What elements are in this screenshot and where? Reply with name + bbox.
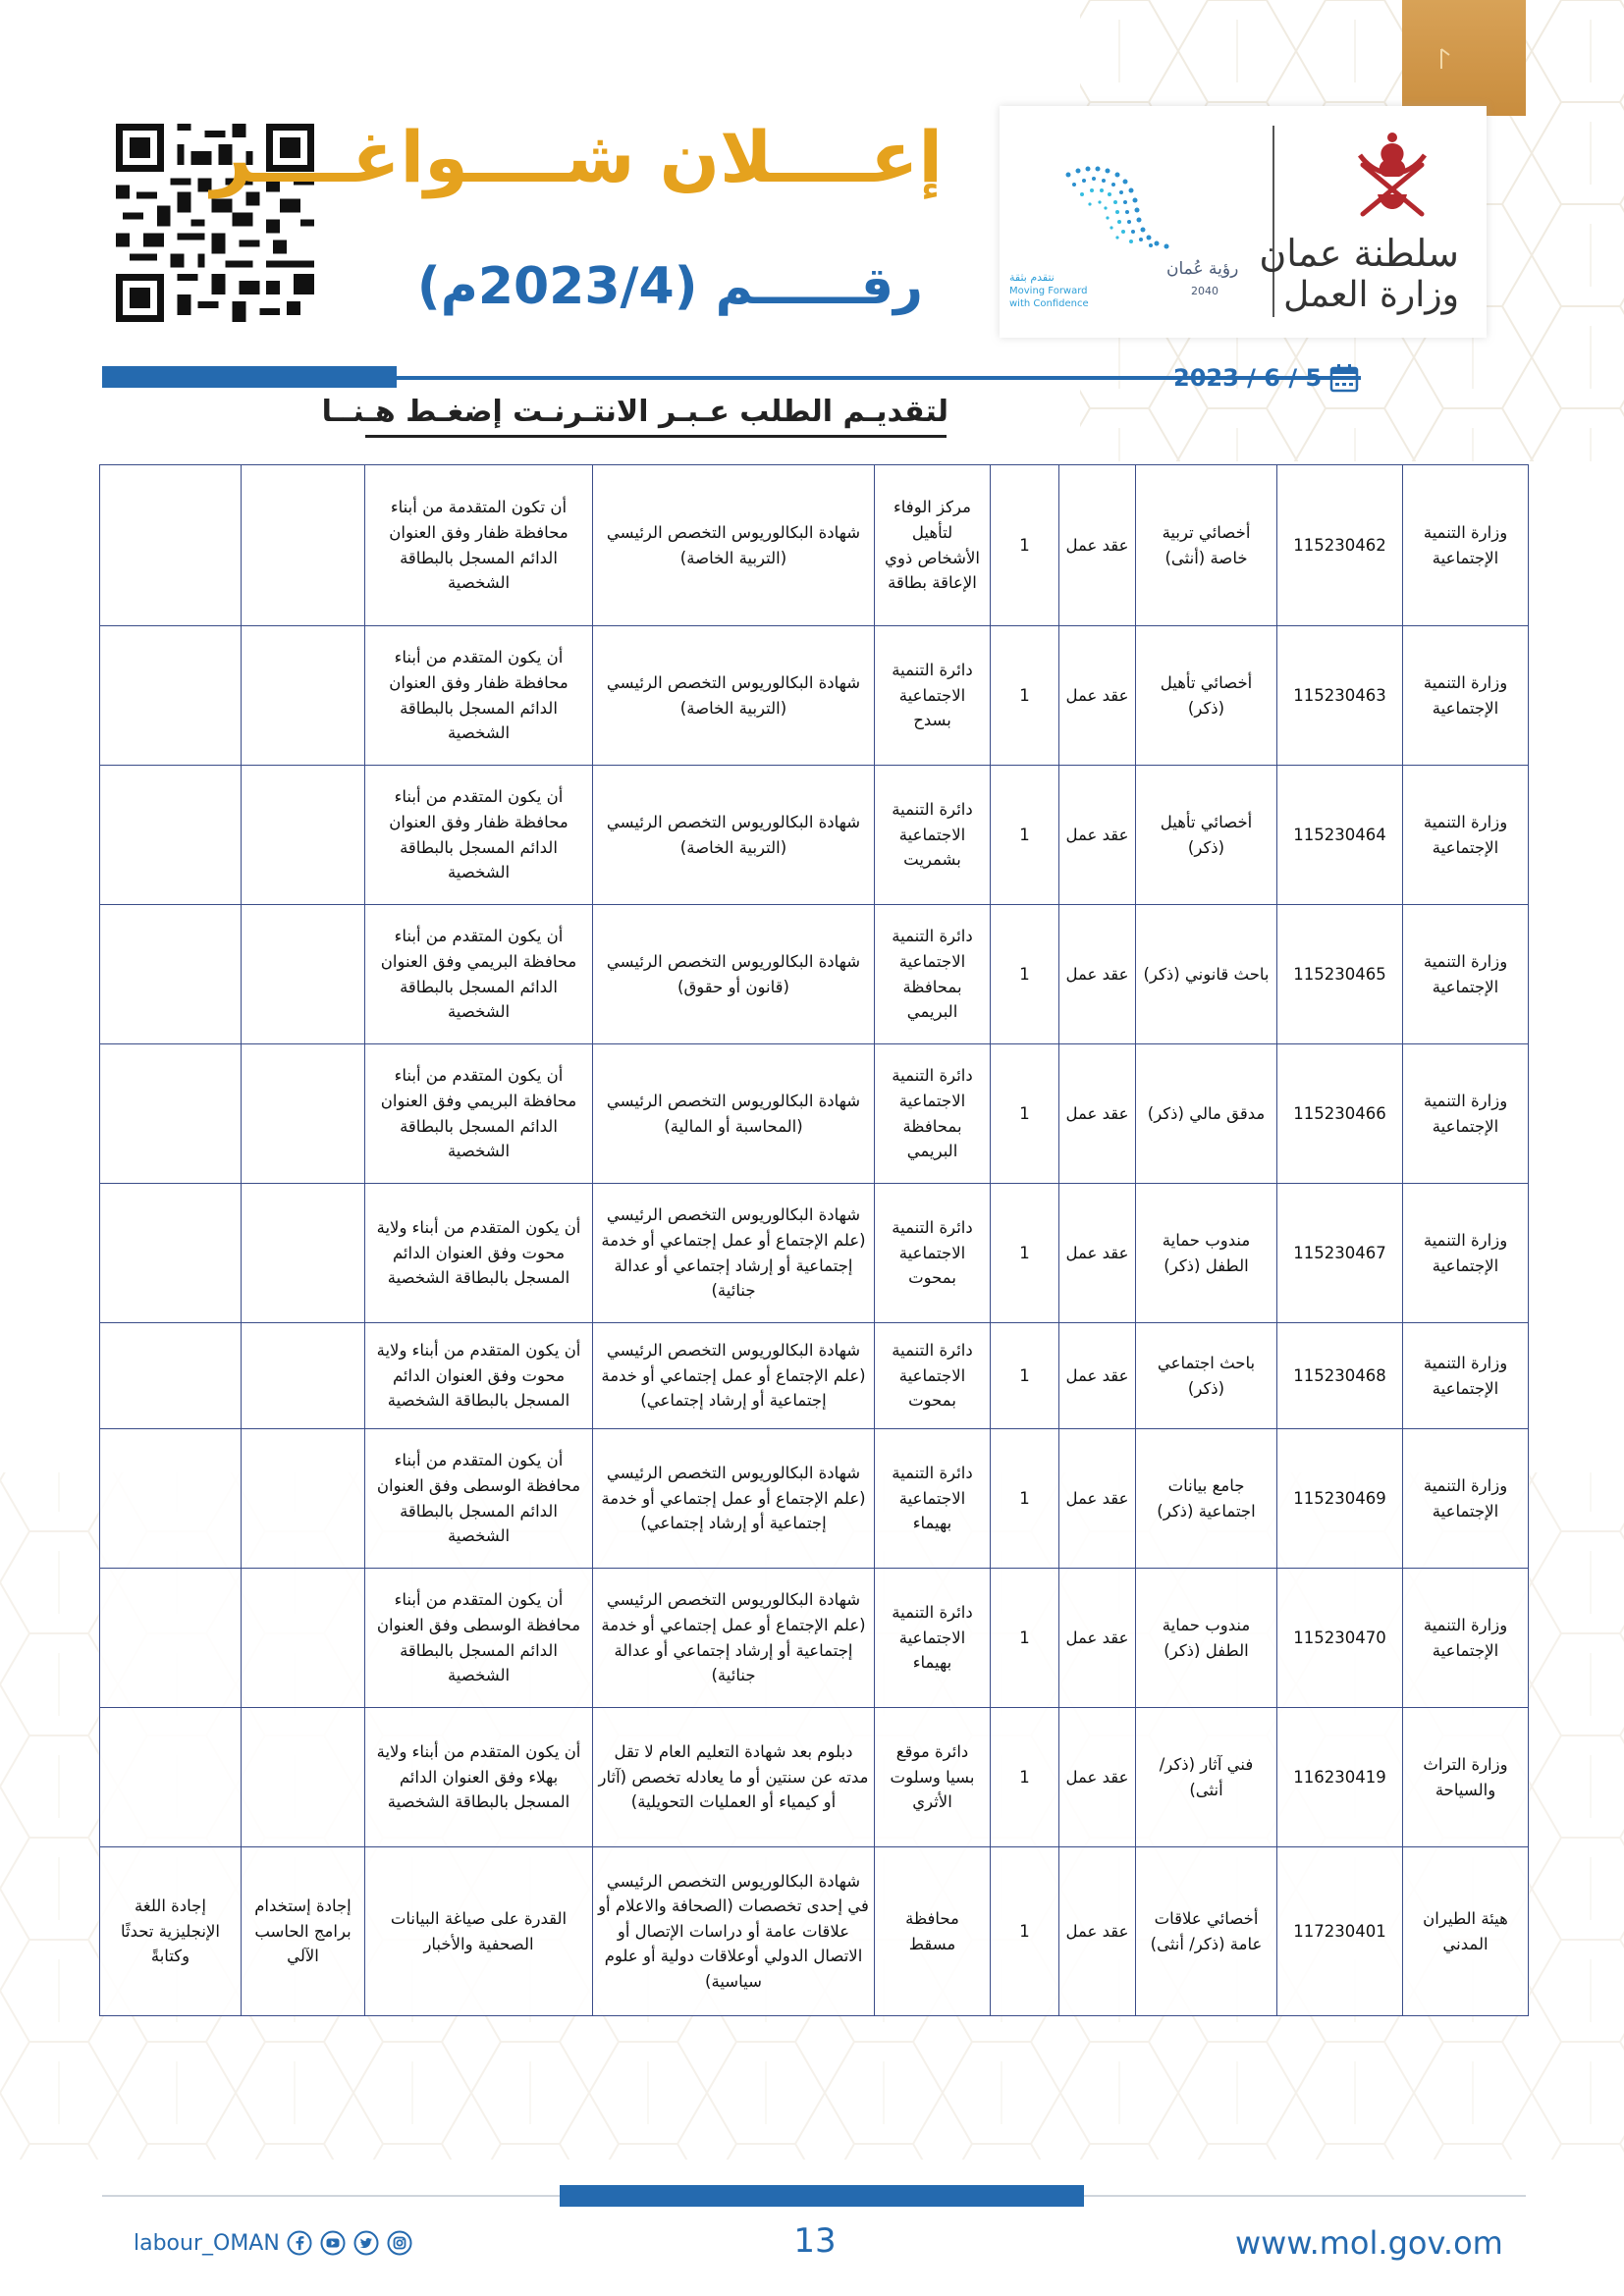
cell-location: دائرة موقع بسيا وسلوت الأثري bbox=[875, 1708, 991, 1847]
announcement-date: 2023 / 6 / 5 bbox=[1173, 364, 1323, 392]
table-row bbox=[100, 905, 1529, 1044]
cell-skill1 bbox=[242, 1708, 365, 1847]
cell-employer: وزارة التنمية الإجتماعية bbox=[1403, 1429, 1529, 1569]
cell-count: 1 bbox=[991, 1847, 1059, 2016]
cell-location: محافظة مسقط bbox=[875, 1847, 991, 2016]
cell-condition: أن يكون المتقدم من أبناء محافظة الوسطى وفق العنوان الدائم المسجل بالبطاقة الشخصية bbox=[365, 1429, 593, 1569]
twitter-icon[interactable] bbox=[353, 2230, 379, 2256]
vision-slogan-en-1: Moving Forward bbox=[1009, 286, 1088, 296]
cell-contract: عقد عمل bbox=[1059, 766, 1136, 905]
footer-accent-bar bbox=[560, 2185, 1084, 2207]
cell-title: مندوب حماية الطفل (ذكر) bbox=[1136, 1569, 1277, 1708]
cell-condition: أن تكون المتقدمة من أبناء محافظة ظفار وفق العنوان الدائم المسجل بالبطاقة الشخصية bbox=[365, 465, 593, 626]
cell-title: أخصائي علاقات عامة (ذكر/ أنثى) bbox=[1136, 1847, 1277, 2016]
cell-skill1 bbox=[242, 1569, 365, 1708]
table-row bbox=[100, 1569, 1529, 1708]
cell-code: 115230464 bbox=[1277, 766, 1403, 905]
table-row bbox=[100, 1708, 1529, 1847]
cell-employer: وزارة التنمية الإجتماعية bbox=[1403, 626, 1529, 766]
cell-contract: عقد عمل bbox=[1059, 626, 1136, 766]
cell-location: دائرة التنمية الاجتماعية بمحوت bbox=[875, 1323, 991, 1429]
cell-count: 1 bbox=[991, 1323, 1059, 1429]
cell-title: مدقق مالي (ذكر) bbox=[1136, 1044, 1277, 1184]
cell-code: 115230463 bbox=[1277, 626, 1403, 766]
calendar-icon bbox=[1329, 363, 1359, 393]
cell-skill1 bbox=[242, 1323, 365, 1429]
cell-contract: عقد عمل bbox=[1059, 905, 1136, 1044]
cell-title: أخصائي تربية خاصة (أنثى) bbox=[1136, 465, 1277, 626]
cell-employer: وزارة التنمية الإجتماعية bbox=[1403, 1569, 1529, 1708]
cell-code: 116230419 bbox=[1277, 1708, 1403, 1847]
header-rule-accent bbox=[102, 366, 397, 388]
cell-employer: وزارة التنمية الإجتماعية bbox=[1403, 1044, 1529, 1184]
oman-emblem-icon bbox=[1338, 126, 1446, 234]
corner-accent bbox=[1402, 0, 1526, 116]
cell-skill2 bbox=[100, 1184, 242, 1323]
cell-count: 1 bbox=[991, 626, 1059, 766]
cell-title: باحث اجتماعي (ذكر) bbox=[1136, 1323, 1277, 1429]
cell-location: دائرة التنمية الاجتماعية بمحافظة البريمي bbox=[875, 905, 991, 1044]
cell-count: 1 bbox=[991, 465, 1059, 626]
facebook-icon[interactable] bbox=[287, 2230, 312, 2256]
cell-count: 1 bbox=[991, 1184, 1059, 1323]
cell-condition: أن يكون المتقدم من أبناء محافظة البريمي وفق العنوان الدائم المسجل بالبطاقة الشخصية bbox=[365, 1044, 593, 1184]
cell-code: 115230466 bbox=[1277, 1044, 1403, 1184]
vision-slogan-ar: نتقدم بثقة bbox=[1009, 271, 1055, 284]
cell-qualification: شهادة البكالوريوس التخصص الرئيسي (علم الإجتماع أو عمل إجتماعي أو خدمة إجتماعية أو إرشاد إجتماعي) bbox=[593, 1429, 875, 1569]
cell-skill1 bbox=[242, 905, 365, 1044]
cell-code: 115230470 bbox=[1277, 1569, 1403, 1708]
cell-skill2 bbox=[100, 1708, 242, 1847]
cell-location: مركز الوفاء لتأهيل الأشخاص ذوي الإعاقة بطاقة bbox=[875, 465, 991, 626]
cell-skill2: إجادة اللغة الإنجليزية تحدثًا وكتابةً bbox=[100, 1847, 242, 2016]
cell-qualification: شهادة البكالوريوس التخصص الرئيسي (علم الإجتماع أو عمل إجتماعي أو خدمة إجتماعية أو إرشاد إجتماعي أو عدالة جنائية) bbox=[593, 1569, 875, 1708]
cell-location: دائرة التنمية الاجتماعية بهيماء bbox=[875, 1429, 991, 1569]
table-row bbox=[100, 1184, 1529, 1323]
cell-employer: وزارة التنمية الإجتماعية bbox=[1403, 1184, 1529, 1323]
cell-contract: عقد عمل bbox=[1059, 1184, 1136, 1323]
apply-link-underline bbox=[365, 435, 947, 438]
cell-condition: أن يكون المتقدم من أبناء محافظة ظفار وفق العنوان الدائم المسجل بالبطاقة الشخصية bbox=[365, 626, 593, 766]
cell-qualification: شهادة البكالوريوس التخصص الرئيسي (علم الإجتماع أو عمل إجتماعي أو خدمة إجتماعية أو إرشاد إجتماعي أو عدالة جنائية) bbox=[593, 1184, 875, 1323]
cell-condition: أن يكون المتقدم من أبناء محافظة ظفار وفق العنوان الدائم المسجل بالبطاقة الشخصية bbox=[365, 766, 593, 905]
announcement-number: رقــــــم (2023/4م) bbox=[416, 257, 923, 316]
table-row bbox=[100, 1429, 1529, 1569]
cell-qualification: شهادة البكالوريوس التخصص الرئيسي (علم الإجتماع أو عمل إجتماعي أو خدمة إجتماعية أو إرشاد إجتماعي) bbox=[593, 1323, 875, 1429]
cell-title: باحث قانوني (ذكر) bbox=[1136, 905, 1277, 1044]
cell-skill2 bbox=[100, 465, 242, 626]
cell-condition: القدرة على صياغة البيانات الصحفية والأخبار bbox=[365, 1847, 593, 2016]
cell-employer: وزارة التنمية الإجتماعية bbox=[1403, 905, 1529, 1044]
cell-skill1: إجادة إستخدام برامج الحاسب الآلي bbox=[242, 1847, 365, 2016]
cell-skill1 bbox=[242, 1184, 365, 1323]
cell-count: 1 bbox=[991, 766, 1059, 905]
cell-employer: وزارة التنمية الإجتماعية bbox=[1403, 766, 1529, 905]
cell-condition: أن يكون المتقدم من أبناء ولاية محوت وفق العنوان الدائم المسجل بالبطاقة الشخصية bbox=[365, 1184, 593, 1323]
vision-2040-logo-icon bbox=[1049, 155, 1206, 273]
cell-location: دائرة التنمية الاجتماعية بسدح bbox=[875, 626, 991, 766]
cell-contract: عقد عمل bbox=[1059, 1847, 1136, 2016]
logo-divider bbox=[1272, 126, 1274, 317]
cell-code: 117230401 bbox=[1277, 1847, 1403, 2016]
cell-qualification: شهادة البكالوريوس التخصص الرئيسي (قانون أو حقوق) bbox=[593, 905, 875, 1044]
cell-contract: عقد عمل bbox=[1059, 465, 1136, 626]
cell-location: دائرة التنمية الاجتماعية بمحافظة البريمي bbox=[875, 1044, 991, 1184]
instagram-icon[interactable] bbox=[387, 2230, 412, 2256]
cell-employer: وزارة التنمية الإجتماعية bbox=[1403, 465, 1529, 626]
cell-location: دائرة التنمية الاجتماعية بهيماء bbox=[875, 1569, 991, 1708]
cell-skill1 bbox=[242, 1429, 365, 1569]
cell-code: 115230465 bbox=[1277, 905, 1403, 1044]
cell-employer: هيئة الطيران المدني bbox=[1403, 1847, 1529, 2016]
cell-count: 1 bbox=[991, 1708, 1059, 1847]
cell-employer: وزارة التراث والسياحة bbox=[1403, 1708, 1529, 1847]
cell-qualification: شهادة البكالوريوس التخصص الرئيسي في إحدى تخصصات (الصحافة والاعلام أو علاقات عامة أو دراسات الإتصال أو الاتصال الدولي أوعلاقات دولية أو علوم سياسية) bbox=[593, 1847, 875, 2016]
cell-skill1 bbox=[242, 766, 365, 905]
cell-code: 115230467 bbox=[1277, 1184, 1403, 1323]
cell-skill1 bbox=[242, 626, 365, 766]
cell-contract: عقد عمل bbox=[1059, 1044, 1136, 1184]
cell-qualification: شهادة البكالوريوس التخصص الرئيسي (التربية الخاصة) bbox=[593, 766, 875, 905]
cell-condition: أن يكون المتقدم من أبناء محافظة البريمي وفق العنوان الدائم المسجل بالبطاقة الشخصية bbox=[365, 905, 593, 1044]
cell-code: 115230468 bbox=[1277, 1323, 1403, 1429]
date-block bbox=[1173, 361, 1359, 395]
website-link[interactable]: www.mol.gov.om bbox=[1235, 2224, 1503, 2262]
page-title: إعــــلان شــــواغــــر bbox=[211, 116, 943, 198]
table-row bbox=[100, 1847, 1529, 2016]
cell-qualification: شهادة البكالوريوس التخصص الرئيسي (المحاسبة أو المالية) bbox=[593, 1044, 875, 1184]
cell-location: دائرة التنمية الاجتماعية بشمريت bbox=[875, 766, 991, 905]
social-handle[interactable]: labour_OMAN bbox=[134, 2231, 280, 2256]
cell-location: دائرة التنمية الاجتماعية بمحوت bbox=[875, 1184, 991, 1323]
ministry-name-line2: وزارة العمل bbox=[1283, 275, 1459, 315]
cell-count: 1 bbox=[991, 1429, 1059, 1569]
cell-title: مندوب حماية الطفل (ذكر) bbox=[1136, 1184, 1277, 1323]
cell-qualification: شهادة البكالوريوس التخصص الرئيسي (التربية الخاصة) bbox=[593, 465, 875, 626]
cell-skill2 bbox=[100, 766, 242, 905]
table-row bbox=[100, 1044, 1529, 1184]
vision-year: 2040 bbox=[1191, 285, 1218, 297]
ministry-name-line1: سلطنة عمان bbox=[1259, 232, 1459, 275]
cell-title: أخصائي تأهيل (ذكر) bbox=[1136, 766, 1277, 905]
cell-skill2 bbox=[100, 1323, 242, 1429]
cell-skill2 bbox=[100, 905, 242, 1044]
table-row bbox=[100, 626, 1529, 766]
apply-online-link[interactable]: لتقديـم الطلب عـبـر الانتـرنـت إضغـط هـنــا bbox=[321, 395, 948, 429]
ministry-logo-box bbox=[1000, 106, 1487, 338]
cell-contract: عقد عمل bbox=[1059, 1708, 1136, 1847]
cell-title: فني آثار (ذكر/ أنثى) bbox=[1136, 1708, 1277, 1847]
cell-contract: عقد عمل bbox=[1059, 1323, 1136, 1429]
youtube-icon[interactable] bbox=[320, 2230, 346, 2256]
cell-code: 115230469 bbox=[1277, 1429, 1403, 1569]
cell-skill2 bbox=[100, 1429, 242, 1569]
cell-skill2 bbox=[100, 1044, 242, 1184]
cell-count: 1 bbox=[991, 1044, 1059, 1184]
table-row bbox=[100, 1323, 1529, 1429]
cell-employer: وزارة التنمية الإجتماعية bbox=[1403, 1323, 1529, 1429]
cell-contract: عقد عمل bbox=[1059, 1429, 1136, 1569]
vision-name: رؤية عُمان bbox=[1166, 259, 1239, 279]
cell-skill1 bbox=[242, 465, 365, 626]
cell-skill2 bbox=[100, 1569, 242, 1708]
vacancies-table bbox=[99, 464, 1529, 2016]
vision-slogan-en-2: with Confidence bbox=[1009, 298, 1089, 309]
cell-skill1 bbox=[242, 1044, 365, 1184]
cell-condition: أن يكون المتقدم من أبناء ولاية بهلاء وفق العنوان الدائم المسجل بالبطاقة الشخصية bbox=[365, 1708, 593, 1847]
cell-qualification: دبلوم بعد شهادة التعليم العام لا تقل مدته عن سنتين أو ما يعادله تخصص (آثار أو كيمياء أو العمليات التحويلية) bbox=[593, 1708, 875, 1847]
page-number: 13 bbox=[793, 2221, 837, 2261]
cell-count: 1 bbox=[991, 1569, 1059, 1708]
cell-contract: عقد عمل bbox=[1059, 1569, 1136, 1708]
cell-title: جامع بيانات اجتماعية (ذكر) bbox=[1136, 1429, 1277, 1569]
cell-code: 115230462 bbox=[1277, 465, 1403, 626]
cell-skill2 bbox=[100, 626, 242, 766]
cell-count: 1 bbox=[991, 905, 1059, 1044]
table-row bbox=[100, 766, 1529, 905]
table-row bbox=[100, 465, 1529, 626]
cell-condition: أن يكون المتقدم من أبناء محافظة الوسطى وفق العنوان الدائم المسجل بالبطاقة الشخصية bbox=[365, 1569, 593, 1708]
cell-title: أخصائي تأهيل (ذكر) bbox=[1136, 626, 1277, 766]
cell-condition: أن يكون المتقدم من أبناء ولاية محوت وفق العنوان الدائم المسجل بالبطاقة الشخصية bbox=[365, 1323, 593, 1429]
cell-qualification: شهادة البكالوريوس التخصص الرئيسي (التربية الخاصة) bbox=[593, 626, 875, 766]
